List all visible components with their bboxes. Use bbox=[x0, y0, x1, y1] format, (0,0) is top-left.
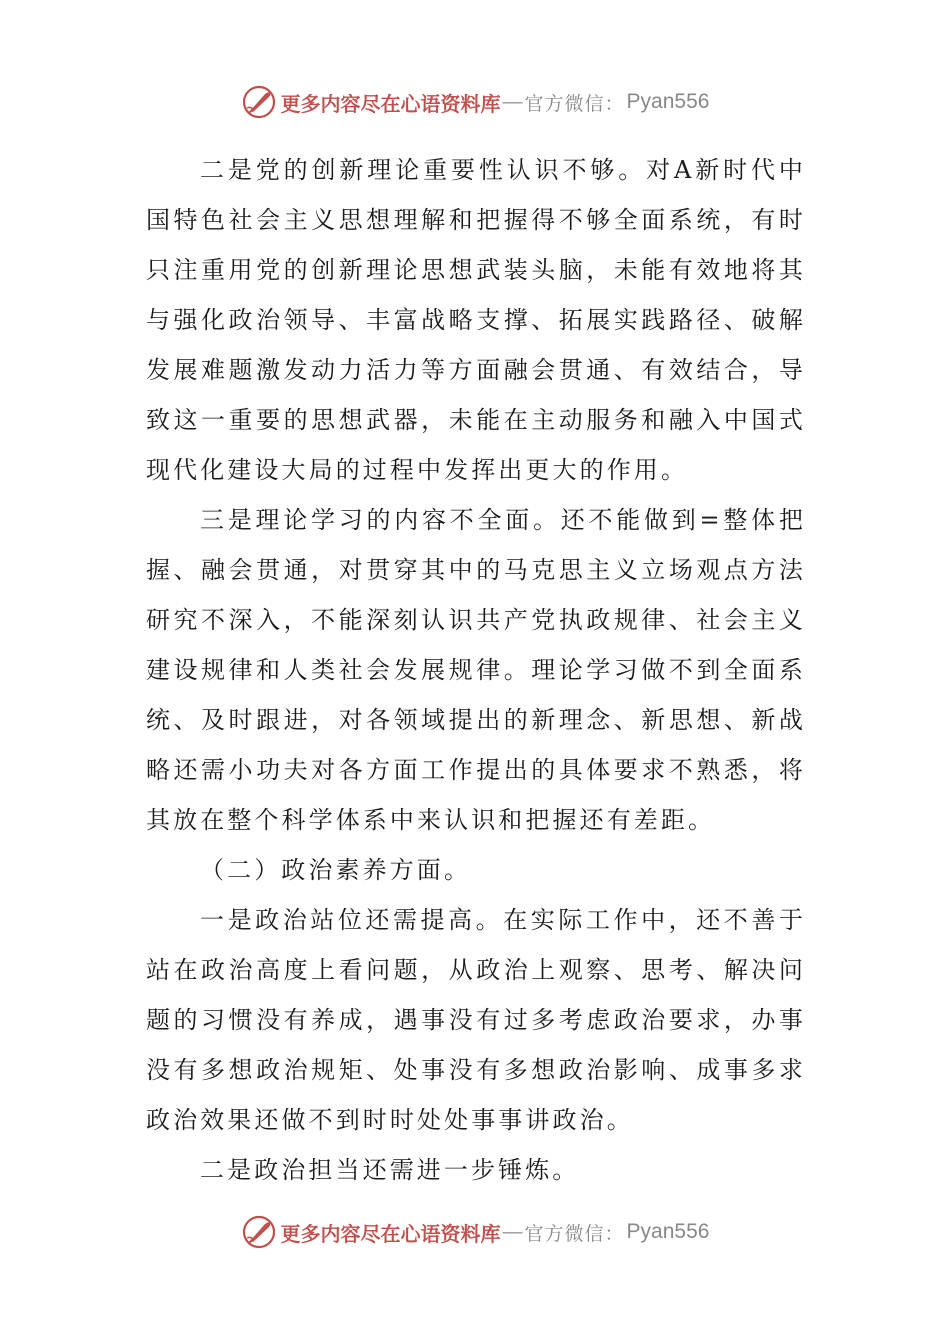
paragraph: 三是理论学习的内容不全面。还不能做到=整体把握、融会贯通，对贯穿其中的马克思主义立场观点方法研究不深入，不能深刻认识共产党执政规律、社会主义建设规律和人类社会发展规律。理论学习做不到全面系统、及时跟进，对各领域提出的新理念、新思想、新战略还需小功夫对各方面工作提出的具体要求不熟悉，将其放在整个科学体系中来认识和把握还有差距。 bbox=[146, 506, 806, 834]
paragraph: 一是政治站位还需提高。在实际工作中，还不善于站在政治高度上看问题，从政治上观察、思考、解决问题的习惯没有养成，遇事没有过多考虑政治要求，办事没有多想政治规矩、处事没有多想政治影响、成事多求政治效果还做不到时时处处事事讲政治。 bbox=[146, 906, 806, 1134]
watermark-red-text: 更多内容尽在心语资料库 bbox=[280, 1221, 501, 1246]
footer-watermark bbox=[0, 1212, 950, 1252]
document-body bbox=[146, 145, 806, 1195]
header-watermark bbox=[0, 82, 950, 122]
quill-pen-circle-icon bbox=[241, 1214, 277, 1250]
watermark-gray-text: 官方微信： bbox=[524, 92, 625, 115]
section-heading: （二）政治素养方面。 bbox=[200, 856, 471, 884]
paragraph: 二是政治担当还需进一步锤炼。 bbox=[200, 1156, 580, 1184]
paragraph: 二是党的创新理论重要性认识不够。对A新时代中国特色社会主义思想理解和把握得不够全面系统，有时只注重用党的创新理论思想武装头脑，未能有效地将其与强化政治领导、丰富战略支撑、拓展实践路径、破解发展难题激发动力活力等方面融会贯通、有效结合，导致这一重要的思想武器，未能在主动服务和融入中国式现代化建设大局的过程中发挥出更大的作用。 bbox=[146, 156, 806, 484]
watermark-gray-text: 官方微信： bbox=[524, 1222, 625, 1245]
watermark-dash: — bbox=[502, 90, 523, 113]
watermark-red-text: 更多内容尽在心语资料库 bbox=[280, 91, 501, 116]
watermark-wechat-id: Pyan556 bbox=[626, 90, 710, 113]
quill-pen-circle-icon bbox=[241, 84, 277, 120]
watermark-wechat-id: Pyan556 bbox=[626, 1220, 710, 1243]
watermark-dash: — bbox=[502, 1220, 523, 1243]
